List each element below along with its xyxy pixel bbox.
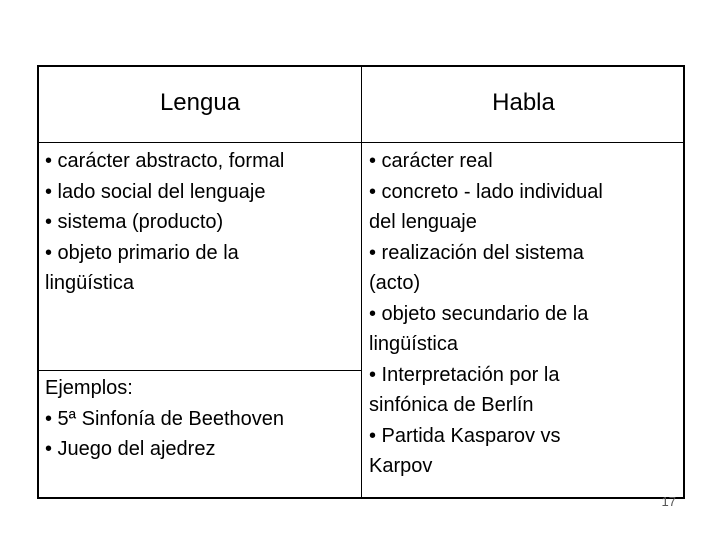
habla-feature-line: (acto) — [369, 272, 421, 294]
header-lengua — [39, 67, 361, 142]
lengua-feature-line: lingüística — [45, 272, 134, 294]
habla-feature-line: • Partida Kasparov vs — [369, 424, 561, 447]
lengua-example-line: Ejemplos: — [45, 377, 133, 399]
lengua-example-line: • 5ª Sinfonía de Beethoven — [45, 407, 285, 430]
habla-feature-line: • concreto - lado individual — [369, 180, 603, 203]
habla-feature-line: Karpov — [369, 455, 433, 477]
habla-feature-line: • objeto secundario de la — [369, 302, 589, 325]
habla-feature-line: • carácter real — [369, 150, 493, 172]
header-divider — [39, 142, 683, 143]
lengua-feature-line: • objeto primario de la — [45, 241, 239, 264]
comparison-table — [37, 65, 685, 499]
lengua-features-cell — [45, 146, 357, 299]
lengua-examples-cell — [45, 373, 357, 465]
lengua-example-line: • Juego del ajedrez — [45, 438, 216, 460]
habla-feature-line: • realización del sistema — [369, 241, 584, 264]
header-habla — [362, 67, 685, 142]
habla-features-cell — [369, 146, 681, 482]
lengua-feature-line: • lado social del lenguaje — [45, 180, 266, 203]
page-number: 17 — [661, 494, 676, 509]
header-lengua-label: Lengua — [159, 88, 241, 116]
header-habla-label: Habla — [492, 88, 555, 116]
lengua-feature-line: • carácter abstracto, formal — [45, 150, 285, 172]
lengua-feature-line: • sistema (producto) — [45, 211, 224, 233]
habla-feature-line: lingüística — [369, 333, 458, 355]
habla-feature-line: • Interpretación por la — [369, 363, 560, 386]
habla-feature-line: sinfónica de Berlín — [369, 394, 534, 416]
examples-divider — [39, 370, 361, 371]
habla-feature-line: del lenguaje — [369, 211, 477, 233]
